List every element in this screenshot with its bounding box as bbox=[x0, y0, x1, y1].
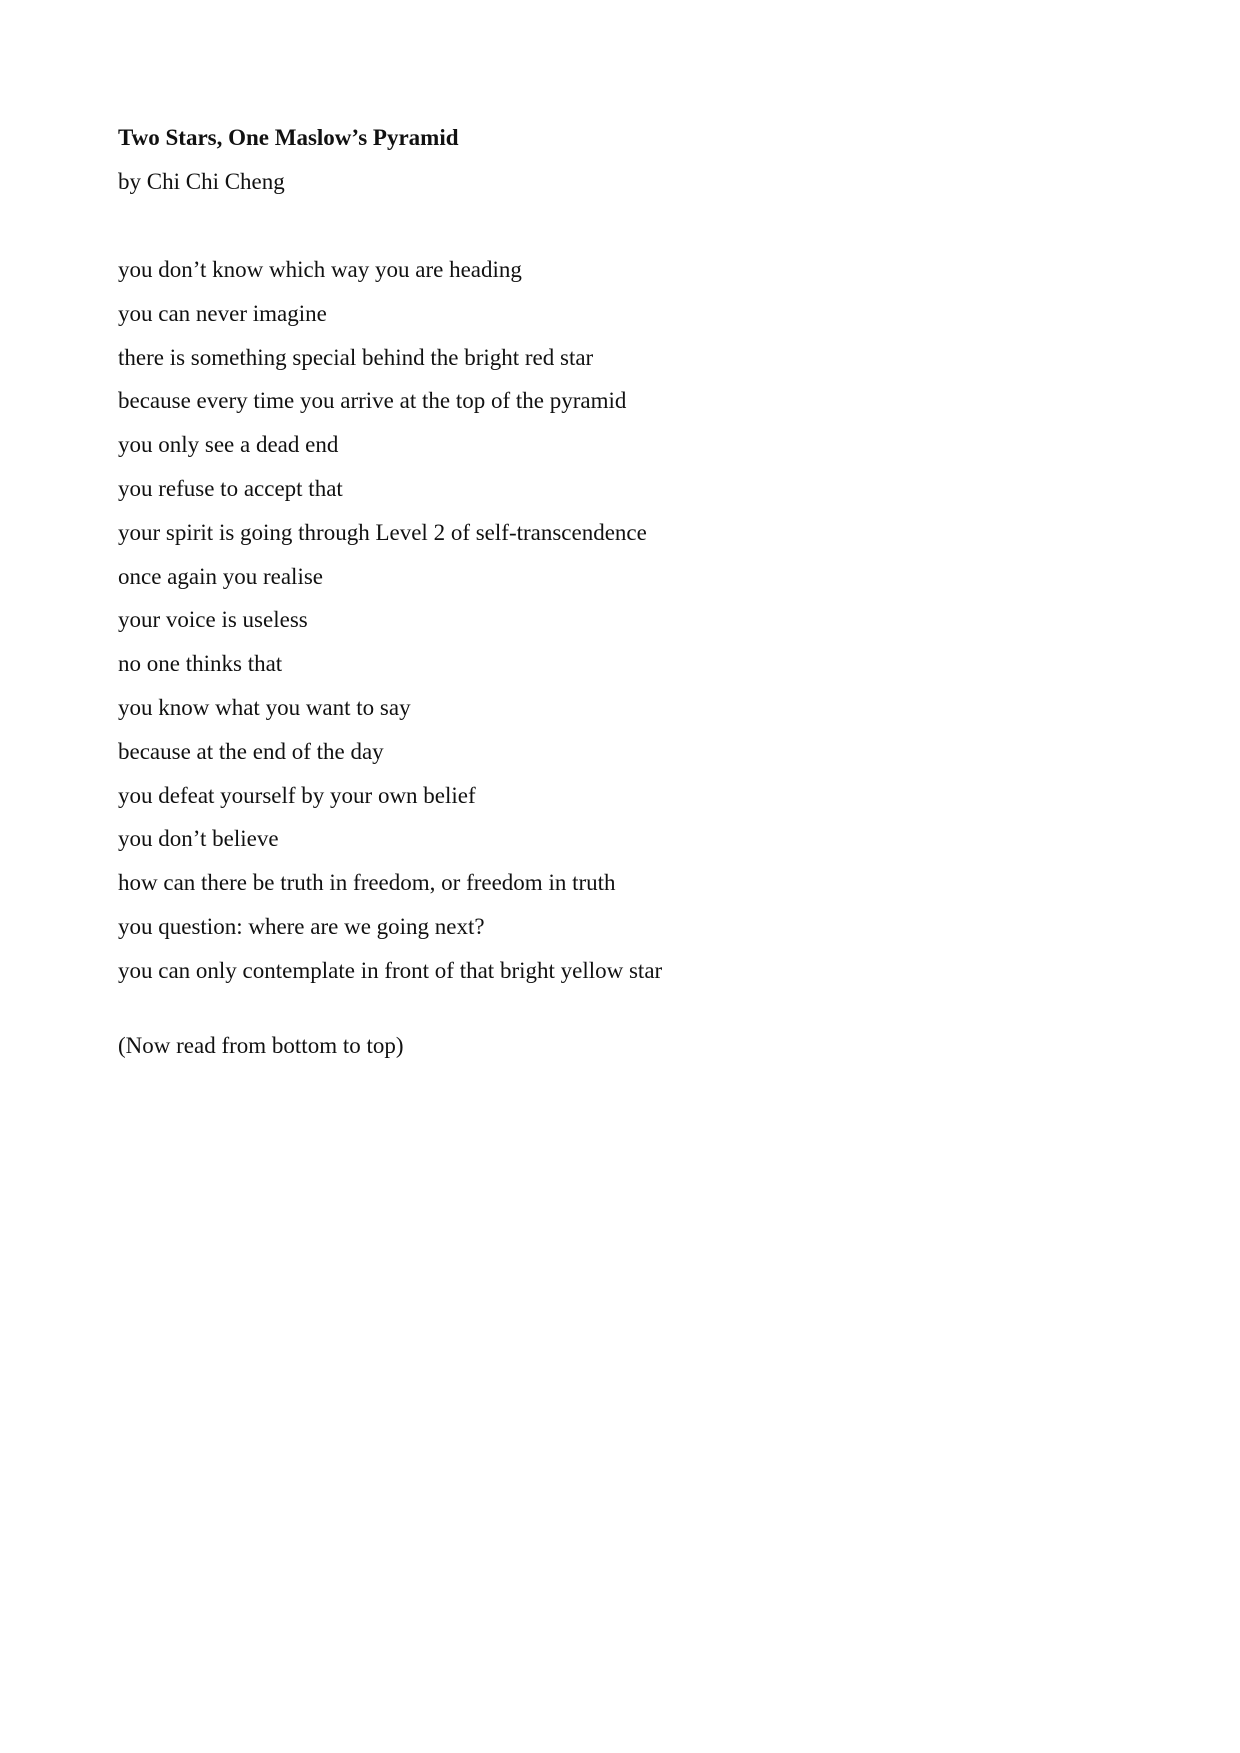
poem-title: Two Stars, One Maslow’s Pyramid bbox=[118, 125, 459, 150]
poem-line: there is something special behind the bright red star bbox=[118, 344, 594, 370]
poem-line: you refuse to accept that bbox=[118, 475, 343, 501]
poem-line: your spirit is going through Level 2 of self-transcendence bbox=[118, 519, 647, 545]
poem-line: you defeat yourself by your own belief bbox=[118, 782, 476, 808]
poem-content bbox=[118, 116, 1118, 1068]
poem-line: your voice is useless bbox=[118, 607, 308, 633]
poem-line: because at the end of the day bbox=[118, 738, 384, 764]
poem-line: because every time you arrive at the top of the pyramid bbox=[118, 388, 627, 414]
poem-line: you question: where are we going next? bbox=[118, 913, 485, 939]
poem-line: you can only contemplate in front of that bright yellow star bbox=[118, 957, 663, 983]
poem-line: you only see a dead end bbox=[118, 432, 339, 458]
poem-line: you know what you want to say bbox=[118, 694, 411, 720]
poem-line: you don’t know which way you are heading bbox=[118, 257, 522, 282]
poem-line: how can there be truth in freedom, or freedom in truth bbox=[118, 870, 616, 896]
poem-line: you can never imagine bbox=[118, 300, 327, 326]
poem-line: you don’t believe bbox=[118, 826, 279, 852]
poem-body bbox=[118, 248, 1118, 993]
reading-note: (Now read from bottom to top) bbox=[118, 1032, 404, 1058]
author-byline: by Chi Chi Cheng bbox=[118, 169, 285, 194]
poem-line: no one thinks that bbox=[118, 651, 283, 677]
poem-line: once again you realise bbox=[118, 563, 323, 589]
